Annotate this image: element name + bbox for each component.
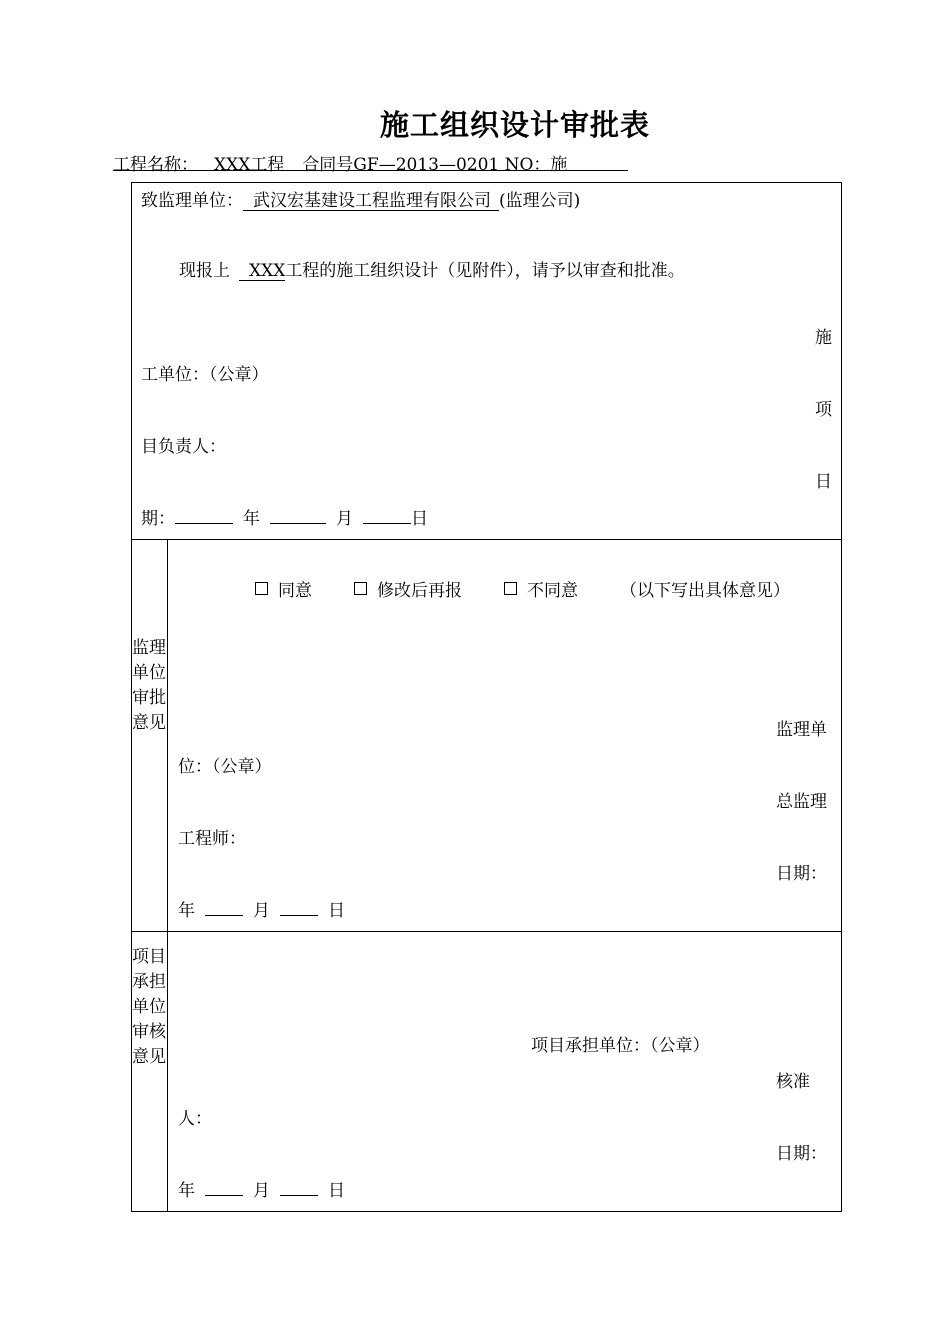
contractor-date-line [141, 504, 428, 529]
table-inner-divider [167, 539, 168, 1212]
date-year: 年 [178, 901, 195, 921]
option-disagree[interactable] [504, 576, 578, 601]
supervisor-right-2: 总监理 [776, 792, 827, 812]
date-day: 日 [411, 509, 428, 529]
date-year: 年 [178, 1181, 195, 1201]
supervisor-date-label: 日期： [776, 864, 827, 884]
date-month: 月 [336, 509, 353, 529]
document-title: 施工组织设计审批表 [379, 108, 650, 142]
options-note: （以下写出具体意见） [620, 581, 790, 601]
project-header [113, 150, 628, 175]
contractor-right-1: 施 [815, 328, 832, 348]
supervisor-date-line [178, 896, 345, 921]
recipient-label: 致监理单位： [141, 191, 243, 211]
option-agree-label: 同意 [278, 581, 312, 601]
option-agree[interactable] [255, 576, 312, 601]
checkbox-icon[interactable] [504, 582, 517, 595]
table-border-right [841, 182, 842, 1212]
table-border-bottom [131, 1211, 842, 1212]
supervisor-unit-seal: 位：（公章） [178, 757, 272, 777]
project-unit-side-label: 项目承担单位审核意见 [132, 947, 166, 1067]
supervisor-right-1: 监理单 [776, 720, 827, 740]
checkbox-icon[interactable] [354, 582, 367, 595]
date-month: 月 [253, 1181, 270, 1201]
approver-right: 核准 [776, 1072, 810, 1092]
review-options [255, 576, 790, 601]
date-day: 日 [328, 901, 345, 921]
contractor-unit-seal: 工单位：（公章） [141, 365, 269, 385]
report-project: XXX [239, 262, 285, 281]
contractor-right-2: 项 [815, 400, 832, 420]
project-unit-seal: 项目承担单位：（公章） [531, 1036, 710, 1056]
project-name-value: XXX工程 [214, 155, 285, 175]
checkbox-icon[interactable] [255, 582, 268, 595]
date-prefix: 期： [141, 509, 175, 529]
recipient-suffix: (监理公司) [499, 191, 581, 211]
recipient-line [141, 186, 580, 211]
date-year: 年 [243, 509, 260, 529]
table-divider-1 [131, 539, 842, 540]
report-text: 工程的施工组织设计（见附件），请予以审查和批准。 [285, 261, 685, 281]
date-month: 月 [253, 901, 270, 921]
table-border-top [131, 182, 842, 183]
option-revise-resubmit[interactable] [354, 576, 462, 601]
option-revise-label: 修改后再报 [377, 581, 462, 601]
option-disagree-label: 不同意 [527, 581, 578, 601]
recipient-value: 武汉宏基建设工程监理有限公司 [243, 192, 499, 211]
table-divider-2 [131, 931, 842, 932]
project-name-label: 工程名称： [113, 155, 198, 175]
project-unit-date-label: 日期： [776, 1144, 827, 1164]
chief-engineer-label: 工程师： [178, 829, 246, 849]
project-unit-date-line [178, 1176, 345, 1201]
supervisor-side-label: 监理单位审批意见 [132, 638, 166, 733]
date-day: 日 [328, 1181, 345, 1201]
report-statement [179, 256, 685, 281]
project-manager-label: 目负责人： [141, 437, 226, 457]
approver-label: 人： [178, 1109, 212, 1129]
report-prefix: 现报上 [179, 261, 230, 281]
contract-number: 合同号GF—2013—0201 NO：施 [302, 155, 568, 175]
contractor-right-3: 日 [815, 472, 832, 492]
